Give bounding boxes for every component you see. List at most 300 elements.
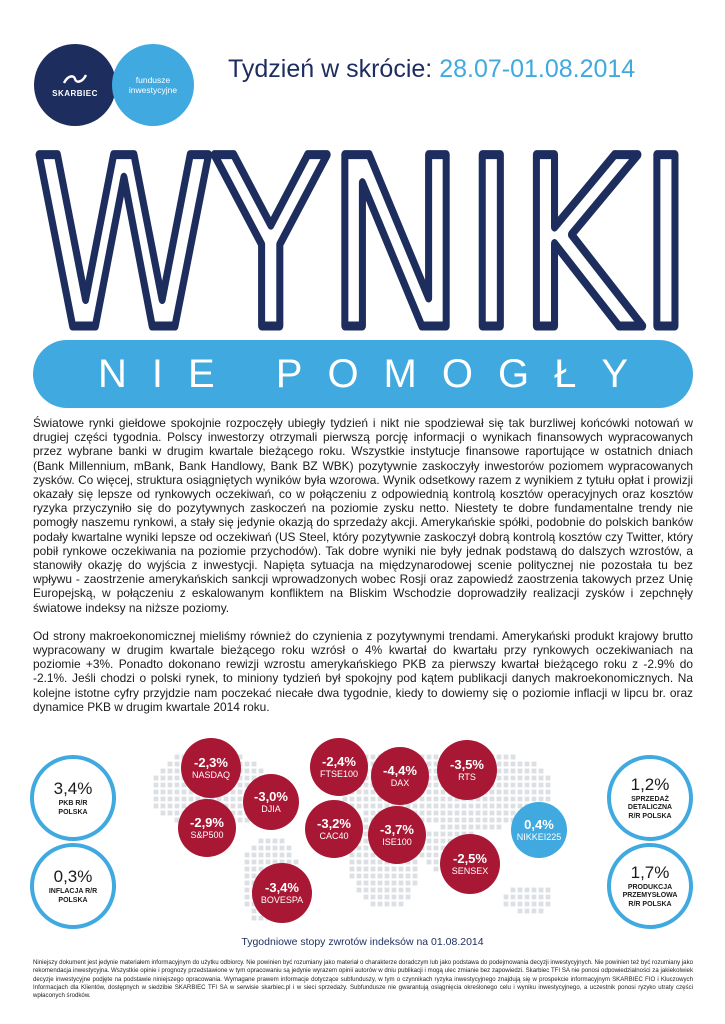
map-dot [161, 790, 166, 795]
map-dot [434, 797, 439, 802]
map-dot [161, 811, 166, 816]
skarbiec-logo-text: SKARBIEC [52, 88, 98, 98]
map-dot [245, 895, 250, 900]
map-dot [350, 853, 355, 858]
map-dot [357, 846, 362, 851]
skarbiec-mark-icon [62, 73, 88, 85]
map-dot [161, 769, 166, 774]
index-circle-djia [243, 774, 299, 830]
map-dot [448, 818, 453, 823]
map-dot [441, 839, 446, 844]
map-dot [441, 811, 446, 816]
map-dot [273, 853, 278, 858]
map-dot [518, 769, 523, 774]
index-circle-bovespa [252, 863, 312, 923]
map-dot [406, 895, 411, 900]
map-dot [427, 839, 432, 844]
map-dot [161, 776, 166, 781]
stat-value: 1,7% [630, 862, 670, 882]
skarbiec-logo [34, 44, 116, 126]
map-dot [392, 867, 397, 872]
map-dot [399, 888, 404, 893]
map-dot [525, 909, 530, 914]
map-dot [476, 811, 481, 816]
map-dot [511, 776, 516, 781]
map-dot [175, 769, 180, 774]
map-dot [497, 790, 502, 795]
map-dot [462, 825, 467, 830]
map-dot [273, 846, 278, 851]
stat-label: SPRZEDAŻ DETALICZNA R/R POLSKA [627, 795, 673, 820]
map-dot [385, 902, 390, 907]
map-dot [441, 804, 446, 809]
map-dot [532, 797, 537, 802]
map-dot [511, 762, 516, 767]
stat-label: PKB R/R POLSKA [58, 800, 88, 816]
map-dot [378, 860, 383, 865]
map-dot [448, 832, 453, 837]
map-dot [490, 818, 495, 823]
map-dot [357, 804, 362, 809]
map-dot [378, 895, 383, 900]
map-dot [504, 769, 509, 774]
index-name: S&P500 [190, 830, 224, 840]
map-dot [371, 881, 376, 886]
map-dot [385, 881, 390, 886]
map-dot [371, 867, 376, 872]
map-dot [252, 867, 257, 872]
index-circle-nasdaq [181, 738, 241, 798]
map-dot [175, 783, 180, 788]
index-name: RTS [458, 772, 476, 782]
map-dot [504, 804, 509, 809]
index-value: -3,5% [450, 757, 484, 772]
map-dot [504, 895, 509, 900]
map-dot [399, 881, 404, 886]
map-dot [252, 853, 257, 858]
map-dot [532, 783, 537, 788]
map-dot [490, 825, 495, 830]
stat-label: PRODUKCJA PRZEMYSŁOWA R/R POLSKA [622, 883, 678, 908]
map-dot [539, 769, 544, 774]
map-dot [175, 804, 180, 809]
map-dot [434, 804, 439, 809]
map-dot [532, 762, 537, 767]
map-dot [371, 804, 376, 809]
index-circle-ftse100 [310, 738, 368, 796]
map-dot [497, 818, 502, 823]
map-dot [364, 783, 369, 788]
map-dot [504, 811, 509, 816]
week-title-prefix: Tydzień w skrócie: [228, 55, 440, 83]
map-dot [350, 797, 355, 802]
index-name: SENSEX [451, 866, 489, 876]
map-dot [525, 902, 530, 907]
map-dot [455, 811, 460, 816]
map-dot [280, 846, 285, 851]
map-dot [266, 846, 271, 851]
map-dot [364, 860, 369, 865]
map-dot [546, 797, 551, 802]
map-dot [385, 888, 390, 893]
map-dot [525, 790, 530, 795]
map-dot [364, 790, 369, 795]
article-body [33, 416, 693, 728]
stat-retail-sales [607, 755, 693, 841]
map-dot [399, 895, 404, 900]
map-dot [539, 783, 544, 788]
map-dot [420, 853, 425, 858]
index-value: -3,0% [254, 789, 288, 804]
index-name: ISE100 [382, 837, 412, 847]
map-dot [497, 811, 502, 816]
map-dot [245, 762, 250, 767]
map-dot [497, 776, 502, 781]
map-dot [497, 804, 502, 809]
map-dot [357, 874, 362, 879]
map-dot [406, 867, 411, 872]
map-dot [245, 853, 250, 858]
index-value: -4,4% [383, 763, 417, 778]
map-dot [504, 776, 509, 781]
map-dot [364, 853, 369, 858]
index-value: -2,4% [322, 754, 356, 769]
map-dot [175, 811, 180, 816]
map-dot [266, 839, 271, 844]
map-dot [413, 804, 418, 809]
map-dot [259, 860, 264, 865]
stat-value: 0,3% [53, 867, 93, 886]
map-dot [455, 818, 460, 823]
index-value: 0,4% [524, 817, 554, 832]
map-dot [371, 797, 376, 802]
map-dot [364, 874, 369, 879]
index-circle-cac40 [305, 800, 363, 858]
map-dot [378, 881, 383, 886]
map-dot [245, 867, 250, 872]
index-name: NASDAQ [191, 770, 230, 780]
map-dot [469, 811, 474, 816]
map-dot [420, 804, 425, 809]
map-dot [175, 762, 180, 767]
map-dot [252, 909, 257, 914]
map-dot [420, 797, 425, 802]
map-dot [168, 783, 173, 788]
map-dot [483, 804, 488, 809]
index-circle-sp500 [178, 799, 236, 857]
map-dot [287, 846, 292, 851]
map-dot [434, 755, 439, 760]
stat-value: 3,4% [53, 779, 93, 798]
map-dot [371, 860, 376, 865]
index-name: DJIA [261, 804, 281, 814]
fundusze-logo-line1: fundusze [135, 75, 171, 85]
index-name: BOVESPA [260, 895, 304, 905]
map-dot [245, 888, 250, 893]
map-dot [406, 881, 411, 886]
map-dot [392, 902, 397, 907]
map-dot [525, 783, 530, 788]
map-dot [280, 853, 285, 858]
map-dot [518, 762, 523, 767]
map-dot [511, 783, 516, 788]
map-dot [357, 797, 362, 802]
map-dot [483, 797, 488, 802]
map-dot [539, 895, 544, 900]
map-dot [168, 769, 173, 774]
index-circle-sensex [440, 834, 500, 894]
map-dot [399, 902, 404, 907]
map-dot [546, 902, 551, 907]
map-dot [525, 888, 530, 893]
map-dot [504, 790, 509, 795]
map-dot [364, 881, 369, 886]
map-dot [392, 881, 397, 886]
map-dot [448, 811, 453, 816]
index-value: -2,9% [190, 815, 224, 830]
map-dot [371, 874, 376, 879]
map-dot [182, 797, 187, 802]
map-dot [231, 797, 236, 802]
map-dot [539, 776, 544, 781]
fundusze-logo-line2: inwestycyjne [128, 85, 178, 95]
map-dot [504, 797, 509, 802]
fundusze-logo [112, 44, 194, 126]
map-dot [364, 846, 369, 851]
map-dot [378, 888, 383, 893]
map-dot [273, 839, 278, 844]
index-value: -3,4% [265, 880, 299, 895]
map-dot [539, 797, 544, 802]
map-dot [399, 867, 404, 872]
map-dot [161, 804, 166, 809]
map-dot [539, 909, 544, 914]
map-dot [189, 797, 194, 802]
map-dot [168, 804, 173, 809]
map-dot [504, 762, 509, 767]
map-dot [532, 769, 537, 774]
map-dot [469, 804, 474, 809]
stat-gdp [30, 755, 116, 841]
map-dot [455, 804, 460, 809]
map-dot [532, 776, 537, 781]
map-dot [448, 825, 453, 830]
map-dot [518, 895, 523, 900]
map-dot [518, 776, 523, 781]
map-dot [252, 769, 257, 774]
map-dot [532, 888, 537, 893]
map-dot [546, 790, 551, 795]
map-dot [154, 797, 159, 802]
map-dot [434, 783, 439, 788]
map-dot [546, 888, 551, 893]
map-dot [434, 832, 439, 837]
map-dot [245, 769, 250, 774]
map-dot [357, 860, 362, 865]
map-dot [357, 853, 362, 858]
map-dot [525, 776, 530, 781]
map-dot [231, 804, 236, 809]
map-dot [441, 797, 446, 802]
map-caption: Tygodniowe stopy zwrotów indeksów na 01.08.2014 [241, 936, 484, 948]
map-dot [392, 874, 397, 879]
map-dot [518, 909, 523, 914]
map-dot [511, 888, 516, 893]
map-dot [427, 832, 432, 837]
map-dot [238, 790, 243, 795]
map-dot [357, 881, 362, 886]
map-dot [476, 804, 481, 809]
map-dot [364, 797, 369, 802]
map-dot [364, 888, 369, 893]
map-dot [504, 783, 509, 788]
map-dot [469, 818, 474, 823]
map-dot [427, 818, 432, 823]
index-circle-rts [437, 740, 497, 800]
map-dot [364, 867, 369, 872]
map-dot [497, 755, 502, 760]
headline-banner-text: NIE POMOGŁY [97, 351, 654, 396]
map-dot [154, 776, 159, 781]
map-dot [490, 797, 495, 802]
map-dot [455, 825, 460, 830]
map-dot [364, 895, 369, 900]
headline [30, 140, 696, 340]
map-dot [511, 804, 516, 809]
map-dot [427, 790, 432, 795]
map-dot [434, 867, 439, 872]
map-dot [175, 755, 180, 760]
map-dot [175, 797, 180, 802]
map-dot [392, 888, 397, 893]
map-dot [161, 783, 166, 788]
map-dot [399, 874, 404, 879]
map-dot [259, 769, 264, 774]
map-dot [371, 888, 376, 893]
map-dot [504, 902, 509, 907]
map-dot [497, 783, 502, 788]
map-dot [413, 867, 418, 872]
map-dot [385, 867, 390, 872]
map-dot [511, 769, 516, 774]
map-dot [518, 797, 523, 802]
map-dot [469, 825, 474, 830]
map-dot [434, 846, 439, 851]
map-dot [441, 832, 446, 837]
map-dot [168, 776, 173, 781]
map-dot [175, 790, 180, 795]
map-dot [427, 804, 432, 809]
map-dot [161, 797, 166, 802]
map-dot [483, 818, 488, 823]
map-dot [259, 853, 264, 858]
index-name: FTSE100 [319, 769, 359, 779]
map-dot [154, 804, 159, 809]
map-dot [518, 790, 523, 795]
map-dot [490, 804, 495, 809]
map-dot [280, 839, 285, 844]
index-circle-dax [371, 747, 429, 805]
article-paragraph-2: Od strony makroekonomicznej mieliśmy również do czynienia z pozytywnymi trendami. Amerykański produkt krajowy brutto wypracowany w drugim kwartale bieżącego roku wzrósł o 4% kwartał do kwartału przy rynkowych oczekiwaniach na poziomie +3%. Ponadto dokonano rewizji wzrostu amerykańskiego PKB za pierwszy kwartał bieżącego roku z -2.9% do -2.1%. Jeśli chodzi o polski rynek, to miniony tydzień był spokojny pod kątem publikacji danych makroekonomicznych. Na kolejne istotne cyfry przyjdzie nam poczekać niecałe dwa tygodnie, kiedy to dowiemy się o poziomie inflacji w lipcu br. oraz dynamice PKB w drugim kwartale 2014 roku. [33, 628, 693, 714]
index-name: NIKKEI225 [516, 832, 562, 842]
map-dot [266, 853, 271, 858]
map-dot [224, 797, 229, 802]
map-dot [518, 888, 523, 893]
map-dot [385, 895, 390, 900]
map-dot [154, 783, 159, 788]
map-dot [357, 867, 362, 872]
map-dot [434, 818, 439, 823]
map-dot [525, 895, 530, 900]
map-dot [357, 888, 362, 893]
map-dot [532, 902, 537, 907]
map-dot [441, 825, 446, 830]
map-dot [441, 818, 446, 823]
index-name: CAC40 [319, 831, 349, 841]
map-dot [168, 811, 173, 816]
map-dot [434, 853, 439, 858]
map-dot [175, 776, 180, 781]
index-name: DAX [390, 778, 410, 788]
map-dot [350, 874, 355, 879]
map-dot [294, 860, 299, 865]
map-dot [378, 867, 383, 872]
map-dot [168, 790, 173, 795]
index-value: -3,7% [380, 822, 414, 837]
map-dot [406, 874, 411, 879]
headline-text: WYNIKI [33, 140, 693, 340]
map-dot [168, 762, 173, 767]
map-dot [539, 902, 544, 907]
map-dot [231, 790, 236, 795]
map-dot [518, 783, 523, 788]
map-dot [539, 888, 544, 893]
map-dot [385, 874, 390, 879]
map-dot [238, 783, 243, 788]
map-dot [532, 790, 537, 795]
map-dot [392, 895, 397, 900]
index-value: -2,5% [453, 851, 487, 866]
map-dot [238, 818, 243, 823]
map-dot [245, 776, 250, 781]
map-dot [476, 818, 481, 823]
map-dot [245, 874, 250, 879]
map-dot [448, 804, 453, 809]
map-dot [427, 846, 432, 851]
map-dot [427, 755, 432, 760]
map-dot [504, 818, 509, 823]
map-dot [532, 909, 537, 914]
week-title-dates: 28.07-01.08.2014 [439, 55, 636, 83]
index-circle-ise100 [368, 806, 426, 864]
map-dot [532, 895, 537, 900]
map-dot [378, 874, 383, 879]
stat-value: 1,2% [630, 774, 670, 794]
map-dot [490, 811, 495, 816]
index-value: -2,3% [194, 755, 228, 770]
map-dot [483, 811, 488, 816]
map-dot [413, 860, 418, 865]
map-dot [252, 762, 257, 767]
map-dot [252, 916, 257, 921]
map-dot [350, 860, 355, 865]
map-dot [497, 825, 502, 830]
map-dot [462, 811, 467, 816]
map-dot [525, 762, 530, 767]
map-dot [434, 839, 439, 844]
index-value: -3,2% [317, 816, 351, 831]
map-dot [525, 769, 530, 774]
